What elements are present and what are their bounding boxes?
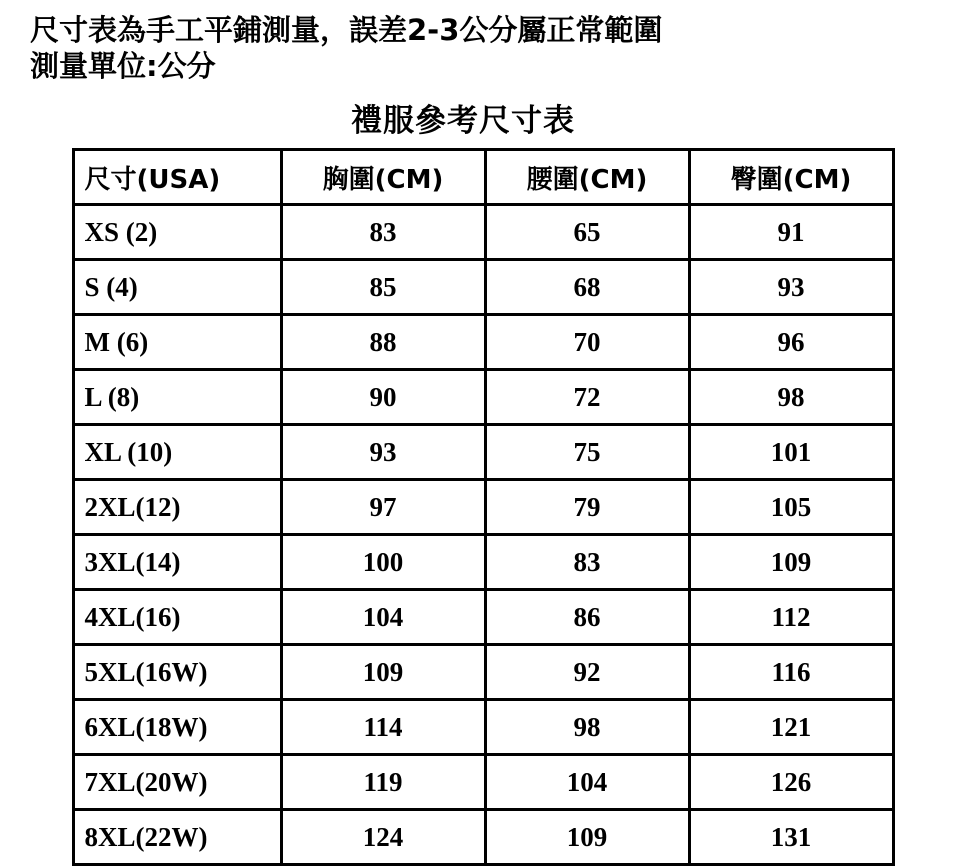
cell-size: 7XL(20W) [73, 755, 281, 810]
cell-waist: 86 [485, 590, 689, 645]
cell-hip: 112 [689, 590, 893, 645]
cell-bust: 93 [281, 425, 485, 480]
cell-bust: 97 [281, 480, 485, 535]
cell-bust: 109 [281, 645, 485, 700]
cell-hip: 96 [689, 315, 893, 370]
cell-waist: 83 [485, 535, 689, 590]
table-row [73, 260, 893, 315]
cell-hip: 101 [689, 425, 893, 480]
cell-waist: 104 [485, 755, 689, 810]
size-chart-table [72, 148, 895, 866]
table-row [73, 755, 893, 810]
cell-hip: 116 [689, 645, 893, 700]
cell-waist: 92 [485, 645, 689, 700]
note-line-2: 測量單位:公分 [30, 48, 216, 83]
cell-bust: 119 [281, 755, 485, 810]
cell-hip: 126 [689, 755, 893, 810]
cell-bust: 100 [281, 535, 485, 590]
cell-bust: 90 [281, 370, 485, 425]
table-row [73, 205, 893, 260]
column-header-bust: 胸圍(CM) [281, 150, 485, 205]
table-row [73, 315, 893, 370]
cell-size: 8XL(22W) [73, 810, 281, 865]
cell-hip: 91 [689, 205, 893, 260]
measurement-notes [30, 14, 942, 83]
cell-size: 5XL(16W) [73, 645, 281, 700]
table-row [73, 535, 893, 590]
cell-hip: 105 [689, 480, 893, 535]
column-header-waist: 腰圍(CM) [485, 150, 689, 205]
table-row [73, 590, 893, 645]
column-header-size: 尺寸(USA) [73, 150, 281, 205]
table-header-row [73, 150, 893, 205]
note-line-1: 尺寸表為手工平鋪測量，誤差2-3公分屬正常範圍 [30, 13, 663, 47]
cell-hip: 98 [689, 370, 893, 425]
column-header-hip: 臀圍(CM) [689, 150, 893, 205]
cell-bust: 83 [281, 205, 485, 260]
cell-size: XS (2) [73, 205, 281, 260]
cell-hip: 93 [689, 260, 893, 315]
cell-bust: 104 [281, 590, 485, 645]
cell-hip: 121 [689, 700, 893, 755]
cell-hip: 109 [689, 535, 893, 590]
table-row [73, 370, 893, 425]
cell-bust: 114 [281, 700, 485, 755]
cell-waist: 68 [485, 260, 689, 315]
cell-waist: 109 [485, 810, 689, 865]
cell-size: 2XL(12) [73, 480, 281, 535]
cell-size: 4XL(16) [73, 590, 281, 645]
cell-size: L (8) [73, 370, 281, 425]
cell-waist: 98 [485, 700, 689, 755]
cell-size: 3XL(14) [73, 535, 281, 590]
cell-waist: 72 [485, 370, 689, 425]
table-row [73, 480, 893, 535]
table-row [73, 700, 893, 755]
cell-bust: 85 [281, 260, 485, 315]
cell-size: 6XL(18W) [73, 700, 281, 755]
cell-bust: 124 [281, 810, 485, 865]
table-row [73, 645, 893, 700]
cell-waist: 70 [485, 315, 689, 370]
cell-bust: 88 [281, 315, 485, 370]
cell-waist: 79 [485, 480, 689, 535]
table-row [73, 425, 893, 480]
cell-size: M (6) [73, 315, 281, 370]
cell-size: XL (10) [73, 425, 281, 480]
page-title: 禮服參考尺寸表 [351, 103, 575, 140]
cell-size: S (4) [73, 260, 281, 315]
cell-waist: 65 [485, 205, 689, 260]
cell-waist: 75 [485, 425, 689, 480]
table-row [73, 810, 893, 865]
cell-hip: 131 [689, 810, 893, 865]
